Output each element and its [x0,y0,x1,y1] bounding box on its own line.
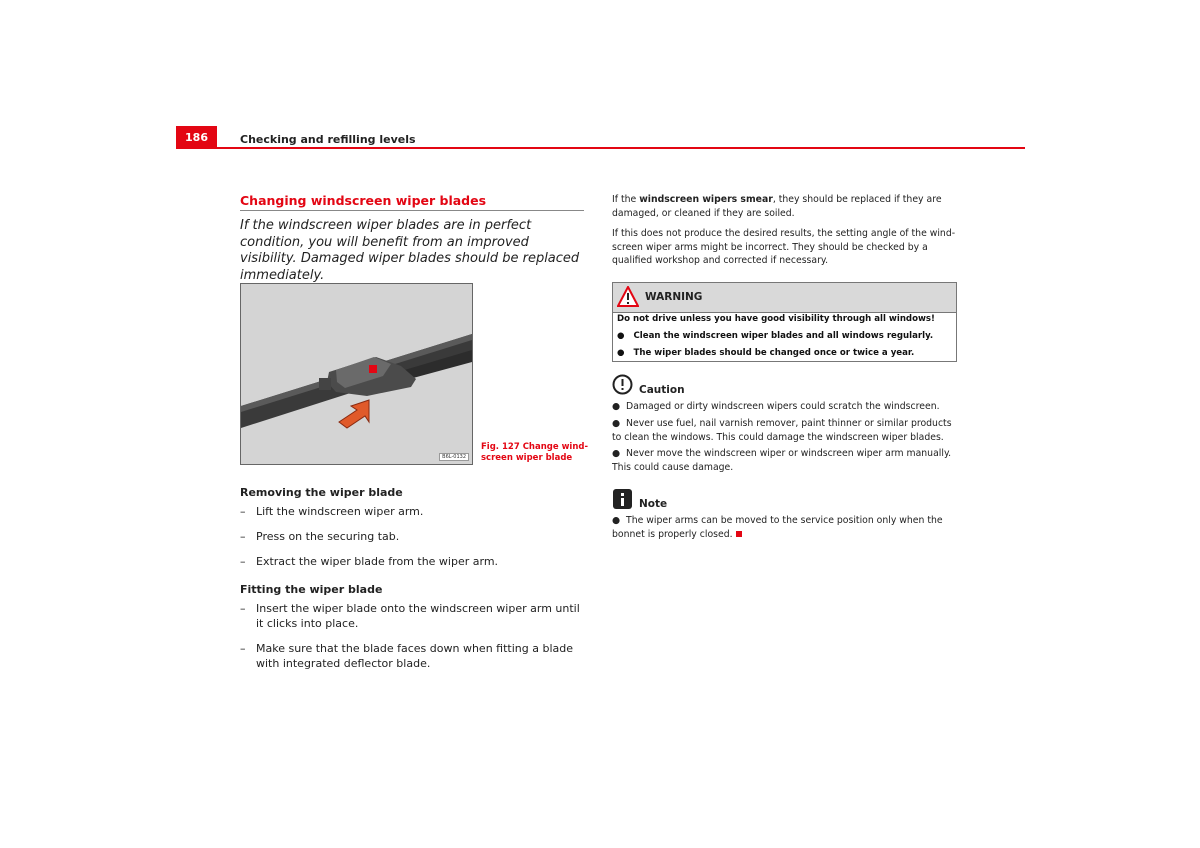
section-rule [240,210,584,211]
end-of-section-marker [736,531,742,537]
warning-title: WARNING [645,291,703,303]
warning-header [613,283,956,313]
caution-icon [612,374,633,395]
chapter-title: Checking and refilling levels [240,133,416,146]
fitting-step: – Make sure that the blade faces down when fitting a blade with integrated deflector blade. [240,641,584,671]
bullet-text: Never use fuel, nail varnish remover, paint thinner or similar products to clean the windows. This could damage the windscreen wiper blades. [612,418,952,443]
bullet-dot: ● [612,515,621,526]
para-text: , they should be replaced if they are damaged, or cleaned if they are soiled. [612,194,942,219]
caution-title: Caution [639,384,685,396]
fitting-heading: Fitting the wiper blade [240,583,383,596]
warning-line: Do not drive unless you have good visibility through all windows! [617,314,935,324]
figure-code: B6L-0132 [439,453,469,461]
bullet-text: The wiper arms can be moved to the service position only when the bonnet is properly closed. [612,515,943,540]
removing-heading: Removing the wiper blade [240,486,403,499]
figure-caption: Fig. 127 Change wind-screen wiper blade [481,442,589,463]
caution-bullet [612,447,956,474]
caution-bullet [612,417,956,444]
step-text: Extract the wiper blade from the wiper arm. [256,555,499,568]
warning-triangle-icon [617,286,639,307]
caution-bullet [612,400,956,414]
bullet-dot: ● [612,401,621,412]
bullet-dot: ● [617,348,625,358]
bullet-text: The wiper blades should be changed once or twice a year. [633,348,915,358]
bullet-text: Clean the windscreen wiper blades and all windows regularly. [633,331,934,341]
step-text: Make sure that the blade faces down when fitting a blade with integrated deflector blade. [256,642,573,670]
wiper-figure [240,283,473,465]
warning-bullet [617,348,914,358]
bullet-text: Never move the windscreen wiper or windscreen wiper arm manually. This could cause damage. [612,448,952,473]
note-title: Note [639,498,668,510]
page-number: 186 [176,126,217,148]
step-text: Insert the wiper blade onto the windscreen wiper arm until it clicks into place. [256,602,580,630]
para-text: If the [612,194,640,205]
section-intro: If the windscreen wiper blades are in perfect condition, you will benefit from an improved visibility. Damaged wiper blades should be replaced immediately. [240,218,580,283]
removing-step: – Press on the securing tab. [240,530,400,543]
wiper-blade-illustration [241,284,472,464]
header-rule [176,147,1025,149]
bullet-text: Damaged or dirty windscreen wipers could scratch the windscreen. [626,401,940,412]
removing-step: – Lift the windscreen wiper arm. [240,505,424,518]
removing-step: – Extract the wiper blade from the wiper arm. [240,555,499,568]
para-bold: windscreen wipers smear [639,194,773,205]
bullet-dot: ● [617,331,625,341]
angle-paragraph: If this does not produce the desired results, the setting angle of the wind-screen wiper arms might be incorrect. They should be checked by a qualified workshop and corrected if necessary. [612,228,956,266]
warning-bullet [617,331,933,341]
step-text: Press on the securing tab. [256,530,400,543]
note-bullet [612,514,956,541]
warning-box [612,282,957,362]
smear-paragraph [612,193,956,220]
step-text: Lift the windscreen wiper arm. [256,505,424,518]
fitting-step: – Insert the wiper blade onto the windscreen wiper arm until it clicks into place. [240,601,584,631]
bullet-dot: ● [612,418,621,429]
section-title: Changing windscreen wiper blades [240,193,487,208]
info-icon [612,488,633,510]
bullet-dot: ● [612,448,621,459]
